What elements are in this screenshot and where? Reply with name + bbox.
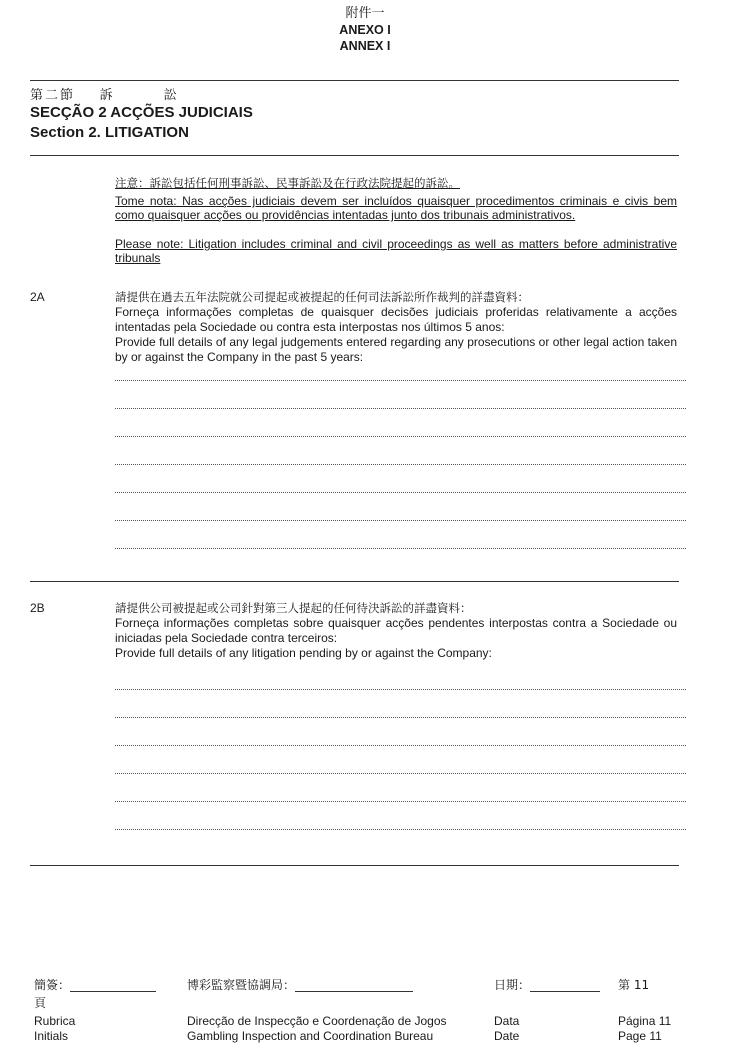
answer-line[interactable] — [115, 436, 686, 437]
answer-line[interactable] — [115, 829, 686, 830]
item-2b-cn: 請提供公司被提起或公司針對第三人提起的任何待決訴訟的詳盡資料： — [115, 601, 472, 615]
divider — [30, 581, 679, 582]
date-label-cn: 日期： — [494, 978, 600, 992]
answer-line[interactable] — [115, 801, 686, 802]
initials-label-cn: 簡簽： — [34, 978, 156, 992]
answer-line[interactable] — [115, 464, 686, 465]
date-label-pt: Data — [494, 1014, 520, 1028]
bureau-label-cn: 博彩監察暨協調局： — [187, 978, 413, 992]
annex-title-cn: 附件一 — [345, 6, 385, 21]
answer-line[interactable] — [115, 520, 686, 521]
item-2b-en: Provide full details of any litigation pending by or against the Company: — [115, 646, 492, 660]
divider — [30, 80, 679, 81]
item-number-2b: 2B — [30, 601, 45, 615]
answer-line[interactable] — [115, 380, 686, 381]
item-2a-question — [115, 290, 677, 365]
answer-line[interactable] — [115, 773, 686, 774]
annex-title-en: ANNEX I — [339, 39, 391, 53]
divider — [30, 865, 679, 866]
date-label-en: Date — [494, 1029, 520, 1043]
item-2a-pt: Forneça informações completas de quaisquer decisões judiciais proferidas relativamente a acções intentadas pela Sociedade ou contra esta interpostas nos últimos 5 anos: — [115, 305, 677, 334]
page-number-en: Page 11 — [618, 1029, 662, 1043]
page-number-cn: 第 11 — [618, 978, 650, 992]
answer-line[interactable] — [115, 745, 686, 746]
note-cn: 注意：訴訟包括任何刑事訴訟、民事訴訟及在行政法院提起的訴訟。 — [115, 176, 460, 190]
date-signature-line[interactable] — [530, 979, 600, 992]
bureau-label-pt: Direcção de Inspecção e Coordenação de Jogos — [187, 1014, 447, 1028]
item-2a-en: Provide full details of any legal judgements entered regarding any prosecutions or other legal action taken by or against the Company in the past 5 years: — [115, 335, 677, 364]
item-2b-question — [115, 601, 677, 661]
answer-line[interactable] — [115, 408, 686, 409]
section-title-cn: 第二節 訴 訟 — [30, 88, 179, 103]
annex-title-pt: ANEXO I — [339, 23, 391, 37]
page-char-cn: 頁 — [34, 996, 47, 1010]
divider — [30, 155, 679, 156]
answer-line[interactable] — [115, 492, 686, 493]
section-title-en: Section 2. LITIGATION — [30, 124, 189, 141]
answer-line[interactable] — [115, 689, 686, 690]
answer-line[interactable] — [115, 548, 686, 549]
initials-signature-line[interactable] — [70, 979, 156, 992]
answer-line[interactable] — [115, 717, 686, 718]
initials-label-en: Initials — [34, 1029, 69, 1043]
section-title-pt: SECÇÃO 2 ACÇÕES JUDICIAIS — [30, 104, 253, 121]
page-number-pt: Página 11 — [618, 1014, 672, 1028]
bureau-signature-line[interactable] — [295, 979, 413, 992]
note-pt: Tome nota: Nas acções judiciais devem ser incluídos quaisquer procedimentos criminais e civis bem como quaisquer acções ou providências intentadas junto dos tribunais administrativos. — [115, 194, 677, 222]
item-number-2a: 2A — [30, 290, 45, 304]
item-2a-cn: 請提供在過去五年法院就公司提起或被提起的任何司法訴訟所作裁判的詳盡資料： — [115, 290, 529, 304]
initials-label-pt: Rubrica — [34, 1014, 76, 1028]
note-en: Please note: Litigation includes criminal and civil proceedings as well as matters before administrative tribunals — [115, 237, 677, 265]
item-2b-pt: Forneça informações completas sobre quaisquer acções pendentes interpostas contra a Sociedade ou iniciadas pela Sociedade contra terceiros: — [115, 616, 677, 645]
bureau-label-en: Gambling Inspection and Coordination Bureau — [187, 1029, 434, 1043]
